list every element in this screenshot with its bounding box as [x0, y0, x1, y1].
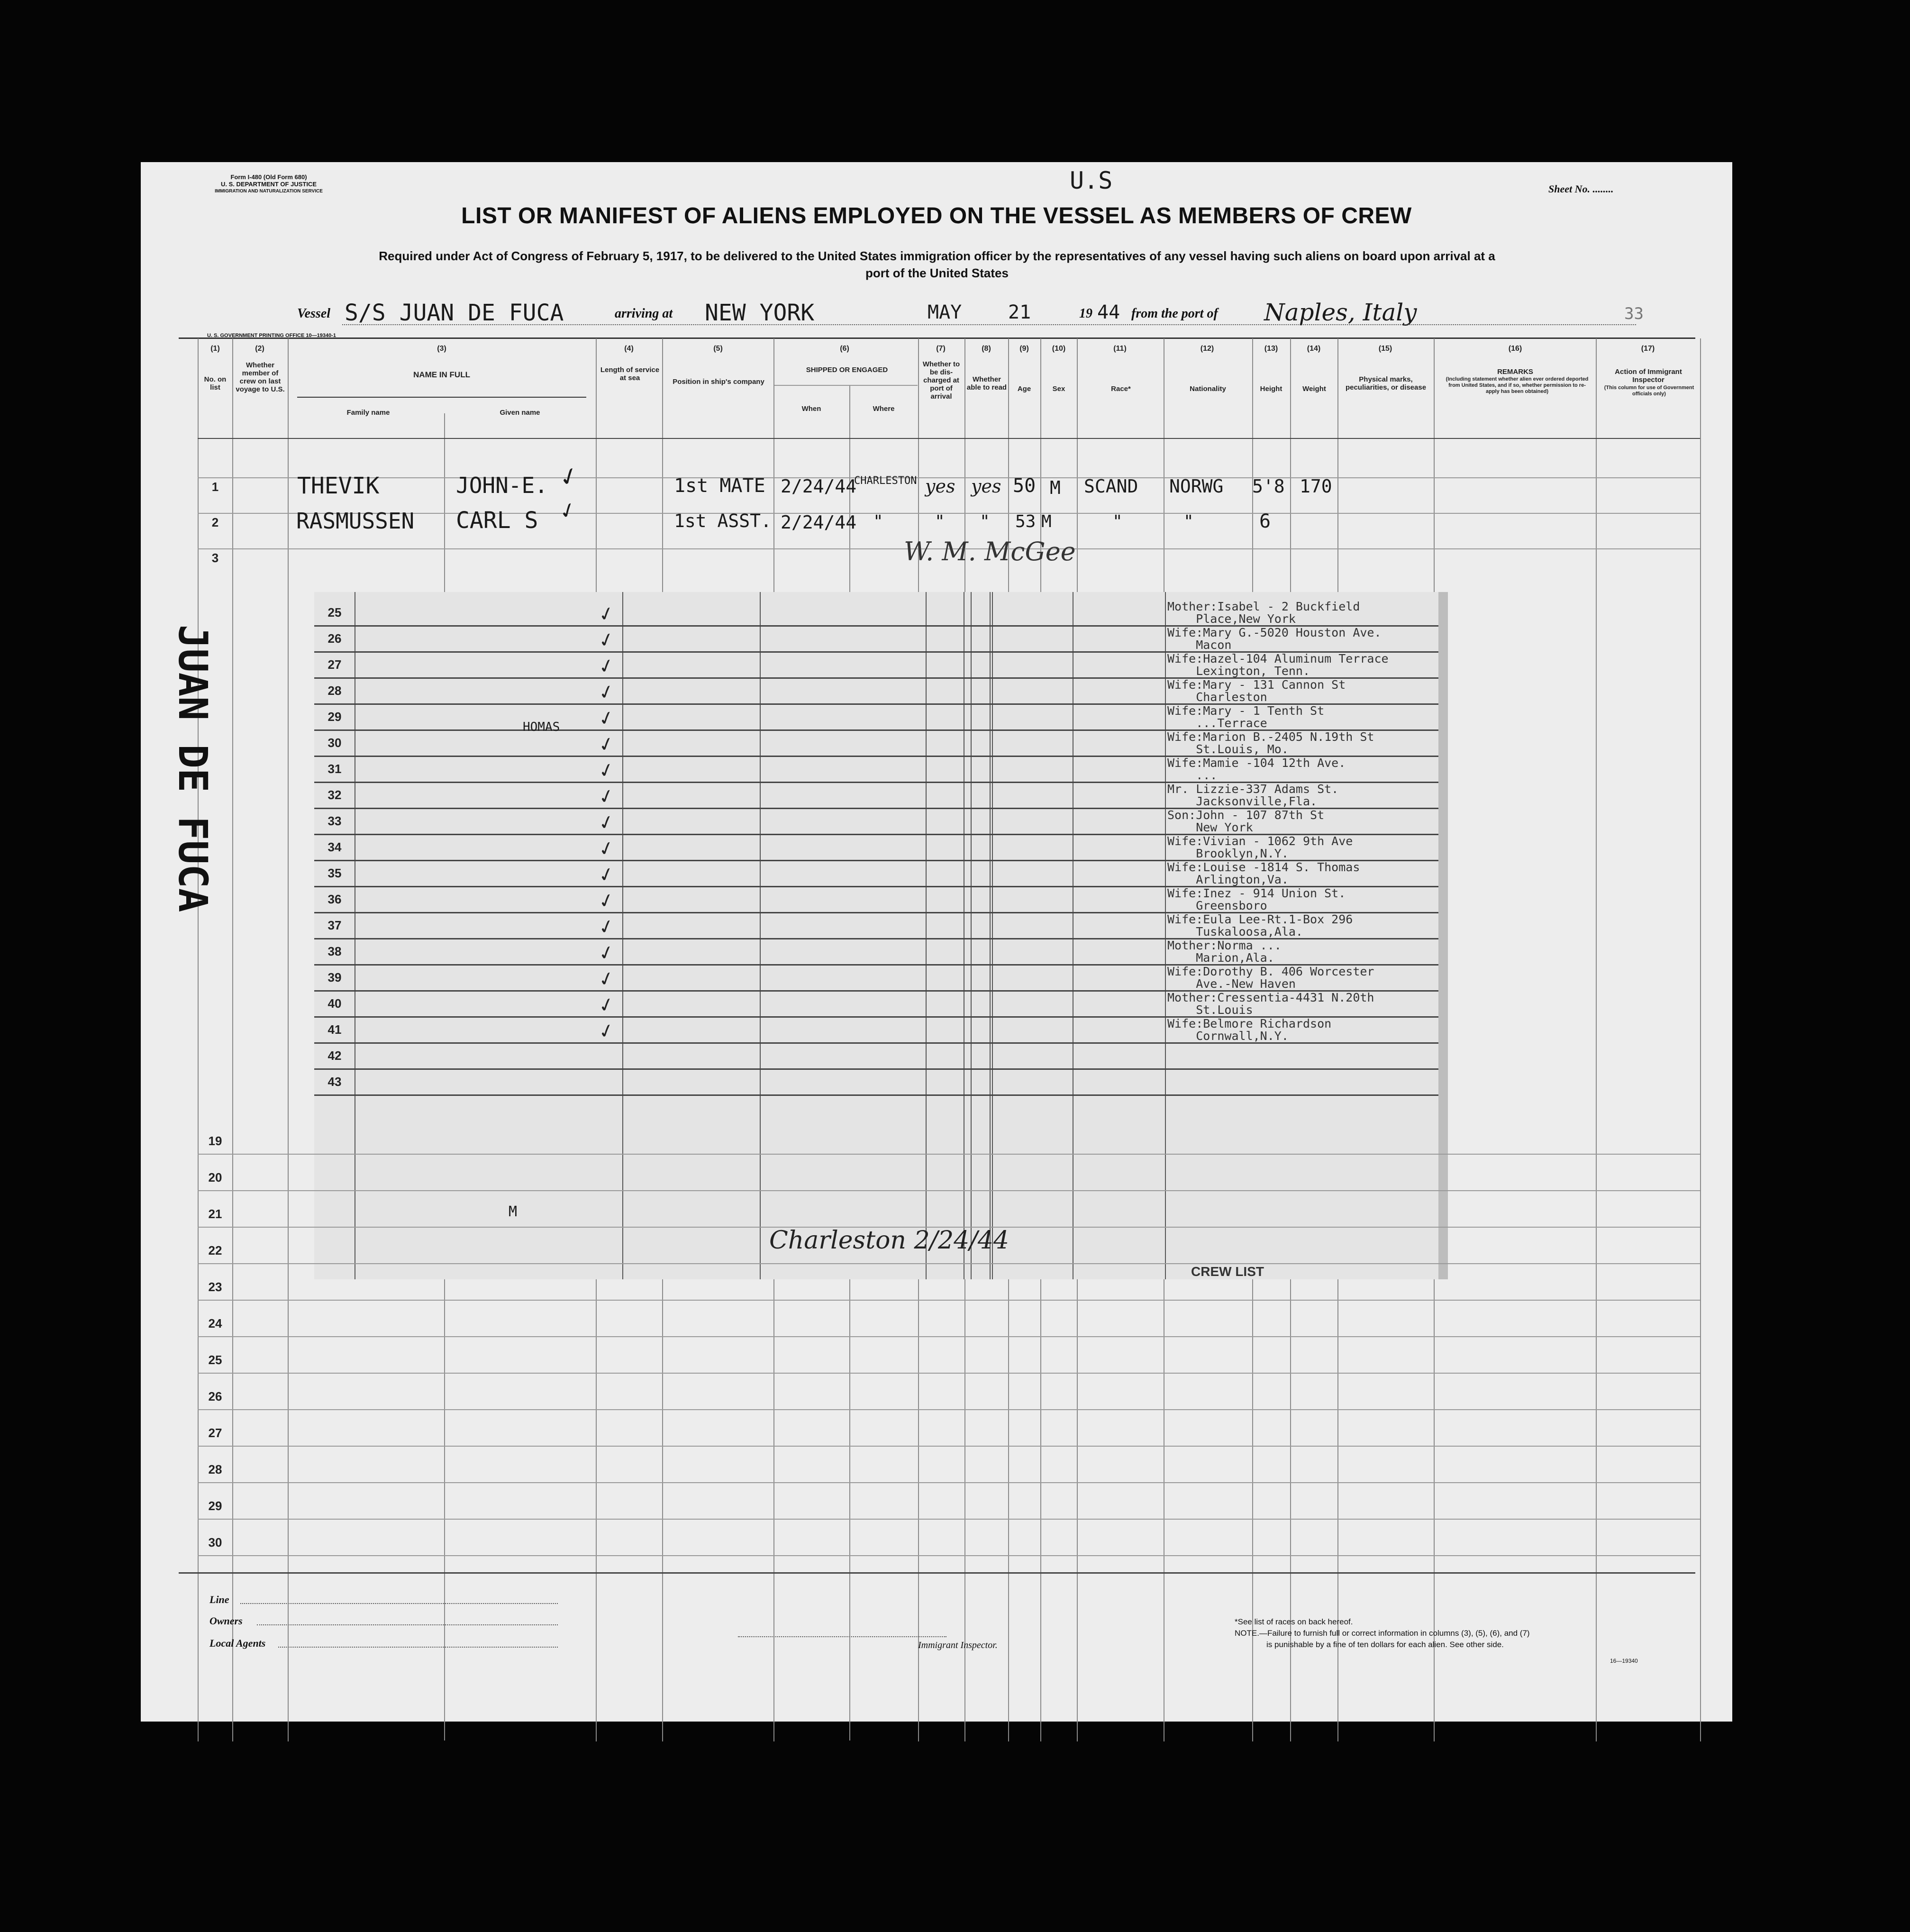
row-rule	[198, 1154, 1700, 1155]
family-name: THEVIK	[297, 473, 380, 499]
row-number: 28	[208, 1462, 222, 1476]
col-head-physical-marks: Physical marks, peculiarities, or disease	[1345, 375, 1427, 392]
form-code: 16—19340	[1610, 1658, 1638, 1664]
pasted-table-row	[314, 1017, 1438, 1044]
row-rule	[198, 1519, 1700, 1520]
row-number: 2	[211, 515, 219, 529]
col-head-no-on-list: No. on list	[204, 375, 227, 392]
col-num-13: (13)	[1264, 345, 1278, 353]
col-num-10: (10)	[1052, 345, 1066, 353]
position: 1st MATE	[674, 475, 765, 497]
col-head-family-name: Family name	[346, 409, 390, 417]
col-num-1: (1)	[210, 345, 220, 353]
col-head-race: Race*	[1111, 385, 1131, 393]
header-top-rule	[179, 337, 1695, 339]
pasted-remark: Mother:Cressentia-4431 N.20th St.Louis	[1167, 991, 1374, 1017]
col-head-inspector-action: Action of Immigrant Inspector	[1615, 368, 1682, 384]
col-head-remarks: REMARKS	[1497, 368, 1533, 376]
crew-list-footer: CREW LIST	[1191, 1264, 1264, 1279]
check-mark: ✓	[596, 967, 617, 992]
pasted-row-number: 29	[327, 710, 342, 724]
col-head-given-name: Given name	[500, 409, 540, 417]
vessel-name: S/S JUAN DE FUCA	[345, 300, 564, 326]
pasted-table-row	[314, 782, 1438, 809]
vessel-label: Vessel	[297, 306, 330, 321]
col-head-age: Age	[1017, 385, 1031, 393]
family-name: RASMUSSEN	[296, 508, 415, 534]
pasted-table-row	[314, 1069, 1438, 1096]
pasted-row-number: 41	[327, 1022, 342, 1037]
row-number: 22	[208, 1243, 222, 1258]
annotation-m: M	[509, 1203, 518, 1220]
pasted-row-number: 31	[327, 762, 342, 776]
col-head-weight: Weight	[1302, 385, 1326, 393]
shipped-where: "	[873, 512, 883, 531]
able-read: "	[980, 512, 990, 531]
row-number: 23	[208, 1280, 222, 1294]
pasted-row-number: 26	[327, 631, 342, 646]
height: 5'8	[1252, 476, 1285, 497]
arrival-month: MAY	[928, 301, 962, 323]
pasted-row-number: 30	[327, 736, 342, 750]
footer-top-rule	[179, 1572, 1695, 1574]
row-number: 30	[208, 1535, 222, 1549]
shipped-where: CHARLESTON	[854, 475, 917, 487]
line-label: Line	[209, 1594, 229, 1605]
row-rule	[198, 513, 1700, 514]
pasted-remark: Wife:Mary - 131 Cannon St Charleston	[1167, 678, 1346, 704]
check-mark: ✓	[596, 602, 617, 627]
pasted-table-row	[314, 991, 1438, 1018]
title-annotation: U.S	[1070, 167, 1113, 194]
arriving-label: arriving at	[615, 306, 673, 321]
arrival-port: NEW YORK	[705, 300, 815, 326]
pasted-remark: Wife:Hazel-104 Aluminum Terrace Lexington, Tenn.	[1167, 652, 1389, 678]
pasted-table-row	[314, 678, 1438, 705]
year-prefix: 19	[1079, 306, 1092, 321]
inspector-signature-line	[738, 1636, 946, 1637]
col-head-length-service: Length of service at sea	[600, 366, 660, 382]
line-field	[240, 1603, 558, 1604]
pasted-remark: Wife:Marion B.-2405 N.19th St St.Louis, Mo.	[1167, 730, 1374, 756]
pasted-table-row	[314, 600, 1438, 627]
col-num-16: (16)	[1508, 345, 1522, 353]
col-num-12: (12)	[1200, 345, 1214, 353]
height: 6	[1259, 510, 1271, 532]
service-name: IMMIGRATION AND NATURALIZATION SERVICE	[215, 189, 323, 194]
col-head-sex: Sex	[1052, 385, 1065, 393]
col-head-remarks-note: (Including statement whether alien ever ordered deported from United States, and if so, whether permission to re-apply has been obtained)	[1446, 376, 1589, 394]
form-id-block	[198, 173, 340, 195]
form-number: Form I-480 (Old Form 680)	[230, 173, 307, 181]
owners-field	[257, 1624, 558, 1625]
charleston-stamp: Charleston 2/24/44	[769, 1226, 1009, 1255]
pasted-table-row	[314, 730, 1438, 757]
col-head-shipped-engaged: SHIPPED OR ENGAGED	[806, 366, 888, 374]
col-head-nationality: Nationality	[1190, 385, 1226, 393]
shipped-when: 2/24/44	[781, 512, 857, 533]
pasted-row-number: 25	[327, 605, 342, 620]
pasted-remark: Wife:Mamie -104 12th Ave. ...	[1167, 756, 1346, 782]
pasted-remark: Mother:Norma ... Marion,Ala.	[1167, 939, 1282, 965]
row-number: 25	[208, 1353, 222, 1367]
pasted-remark: Wife:Louise -1814 S. Thomas Arlington,Va.	[1167, 860, 1360, 886]
page-title: LIST OR MANIFEST OF ALIENS EMPLOYED ON THE VESSEL AS MEMBERS OF CREW	[461, 203, 1412, 228]
check-mark: ✓	[596, 758, 617, 783]
row-number: 20	[208, 1170, 222, 1185]
col-num-17: (17)	[1641, 345, 1655, 353]
check-mark: ✓	[596, 941, 617, 966]
from-port-label: from the port of	[1131, 306, 1218, 321]
shipped-underline	[774, 385, 918, 386]
check-mark: ✓	[596, 1019, 617, 1044]
last-voyage-check: ✓	[555, 458, 582, 494]
check-mark: ✓	[596, 837, 617, 861]
pasted-crew-list	[314, 592, 1448, 1279]
row-number: 26	[208, 1389, 222, 1403]
able-read: yes	[971, 476, 1001, 497]
annotation-thomas: HOMAS	[523, 720, 560, 734]
arrival-day: 21	[1008, 301, 1031, 323]
printing-office-line: U. S. GOVERNMENT PRINTING OFFICE 10—19340-1	[207, 333, 337, 338]
col-num-14: (14)	[1307, 345, 1321, 353]
pasted-remark: Wife:Inez - 914 Union St. Greensboro	[1167, 886, 1346, 912]
sheet-number-text: Sheet No.	[1548, 183, 1590, 195]
weight: 170	[1300, 476, 1332, 497]
sex: M	[1050, 477, 1061, 498]
pasted-remark: Son:John - 107 87th St New York	[1167, 808, 1325, 834]
row-number: 29	[208, 1499, 222, 1513]
age: 53	[1015, 512, 1036, 531]
races-note: *See list of races on back hereof.	[1235, 1617, 1353, 1626]
row-number: 27	[208, 1426, 222, 1440]
pasted-table-row	[314, 1043, 1438, 1070]
pasted-table-row	[314, 834, 1438, 861]
row-number: 3	[211, 551, 219, 565]
col-head-discharged: Whether to be dis-charged at port of arrival	[922, 360, 960, 401]
pasted-table-row	[314, 756, 1438, 783]
race: "	[1112, 512, 1123, 531]
discharged: yes	[925, 476, 955, 497]
pasted-remark: Wife:Vivian - 1062 9th Ave Brooklyn,N.Y.	[1167, 834, 1353, 860]
penalty-note-line-1: NOTE.—Failure to furnish full or correct information in columns (3), (5), (6), and (7)	[1235, 1629, 1530, 1638]
pasted-table-row	[314, 860, 1438, 887]
col-head-name-in-full: NAME IN FULL	[413, 370, 470, 379]
row-rule	[198, 1373, 1700, 1374]
race: SCAND	[1084, 476, 1138, 497]
col-num-4: (4)	[624, 345, 634, 353]
pasted-row-number: 38	[327, 944, 342, 958]
pasted-table-row	[314, 808, 1438, 835]
pasted-remark: Mr. Lizzie-337 Adams St. Jacksonville,Fla.	[1167, 782, 1339, 808]
pasted-remark: Wife:Eula Lee-Rt.1-Box 296 Tuskaloosa,Ala.	[1167, 912, 1353, 939]
check-mark: ✓	[596, 915, 617, 939]
owners-label: Owners	[209, 1615, 243, 1627]
check-mark: ✓	[596, 654, 617, 679]
pasted-row-number: 35	[327, 866, 342, 880]
form-subtitle	[188, 247, 1686, 282]
page-mark: 33	[1624, 304, 1644, 323]
pasted-row-number: 32	[327, 788, 342, 802]
col-rule	[1700, 338, 1701, 1741]
pasted-table-row	[314, 939, 1438, 966]
col-num-7: (7)	[936, 345, 946, 353]
check-mark: ✓	[596, 889, 617, 913]
header-bottom-rule	[198, 438, 1700, 439]
col-num-3: (3)	[437, 345, 446, 353]
check-mark: ✓	[596, 993, 617, 1018]
pasted-remark: Wife:Dorothy B. 406 Worcester Ave.-New Haven	[1167, 965, 1374, 991]
given-name: CARL S	[456, 507, 538, 534]
pasted-row-number: 39	[327, 970, 342, 984]
discharged: "	[935, 512, 945, 531]
row-rule	[198, 1409, 1700, 1410]
age: 50	[1013, 475, 1036, 497]
from-port: Naples, Italy	[1264, 299, 1417, 326]
col-head-last-voyage: Whether member of crew on last voyage to U.S.	[236, 361, 285, 393]
pasted-row-number: 34	[327, 840, 342, 854]
pasted-remark: Wife:Belmore Richardson Cornwall,N.Y.	[1167, 1017, 1332, 1043]
signature: W. M. McGee	[904, 537, 1076, 566]
nationality: "	[1183, 512, 1194, 531]
row-rule	[198, 1482, 1700, 1483]
sheet-number-label: Sheet No. ........	[1548, 183, 1614, 195]
pasted-remark: Wife:Mary - 1 Tenth St ...Terrace	[1167, 704, 1325, 730]
col-num-11: (11)	[1113, 345, 1127, 353]
check-mark: ✓	[596, 811, 617, 835]
col-head-inspector-note: (This column for use of Government officials only)	[1604, 385, 1694, 397]
row-rule	[198, 1300, 1700, 1301]
col-head-able-read: Whether able to read	[966, 375, 1007, 392]
side-vessel-label: JUAN DE FUCA	[170, 624, 216, 912]
agents-label: Local Agents	[209, 1637, 266, 1649]
pasted-table-row	[314, 652, 1438, 679]
row-rule	[198, 1446, 1700, 1447]
shipped-when: 2/24/44	[781, 476, 857, 497]
pasted-remark: Mother:Isabel - 2 Buckfield Place,New York	[1167, 600, 1360, 626]
pasted-remark: Wife:Mary G.-5020 Houston Ave. Macon	[1167, 626, 1382, 652]
row-rule	[198, 1190, 1700, 1191]
last-voyage-check: ✓	[555, 494, 579, 526]
given-name: JOHN-E.	[456, 473, 548, 498]
pasted-row-number: 43	[327, 1075, 342, 1089]
department-name: U. S. DEPARTMENT OF JUSTICE	[221, 181, 317, 188]
row-rule	[198, 1227, 1700, 1228]
agents-field	[278, 1647, 558, 1648]
check-mark: ✓	[596, 680, 617, 705]
pasted-row-number: 28	[327, 683, 342, 698]
pasted-table-row	[314, 704, 1438, 731]
subtitle-line-1: Required under Act of Congress of February 5, 1917, to be delivered to the United States immigration officer by the representatives of any vessel having such aliens on board upon arrival at a	[379, 249, 1495, 263]
pasted-row-number: 42	[327, 1048, 342, 1063]
col-num-2: (2)	[255, 345, 264, 353]
col-num-5: (5)	[713, 345, 723, 353]
col-head-height: Height	[1260, 385, 1282, 393]
row-number: 19	[208, 1134, 222, 1148]
pasted-row-number: 27	[327, 657, 342, 672]
check-mark: ✓	[596, 706, 617, 731]
col-head-when: When	[801, 405, 821, 413]
pasted-row-number: 40	[327, 996, 342, 1011]
pasted-row-number: 37	[327, 918, 342, 932]
vessel-line	[297, 300, 1719, 328]
sex: M	[1041, 512, 1052, 531]
pasted-row-number: 33	[327, 814, 342, 828]
col-num-15: (15)	[1378, 345, 1392, 353]
check-mark: ✓	[596, 732, 617, 757]
penalty-note-line-2: is punishable by a fine of ten dollars for each alien. See other side.	[1266, 1640, 1504, 1649]
row-rule	[198, 1336, 1700, 1337]
name-underline	[297, 397, 586, 398]
row-rule	[198, 1263, 1700, 1264]
col-num-9: (9)	[1019, 345, 1029, 353]
row-number: 21	[208, 1207, 222, 1221]
col-num-8: (8)	[982, 345, 991, 353]
col-head-where: Where	[873, 405, 895, 413]
check-mark: ✓	[596, 784, 617, 809]
pasted-table-row	[314, 912, 1438, 939]
check-mark: ✓	[596, 863, 617, 887]
position: 1st ASST.	[674, 510, 772, 531]
manifest-sheet	[141, 162, 1732, 1722]
row-number: 1	[211, 480, 219, 494]
nationality: NORWG	[1169, 476, 1224, 497]
row-number: 24	[208, 1316, 222, 1331]
pasted-row-number: 36	[327, 892, 342, 906]
arrival-year: 44	[1097, 301, 1120, 323]
pasted-table-row	[314, 965, 1438, 992]
col-head-position: Position in ship's company	[673, 378, 764, 386]
vessel-underline	[342, 324, 1636, 325]
pasted-table-row	[314, 626, 1438, 653]
col-num-6: (6)	[840, 345, 849, 353]
row-rule	[198, 1555, 1700, 1556]
inspector-label: Immigrant Inspector.	[918, 1640, 998, 1650]
pasted-table-row	[314, 886, 1438, 913]
subtitle-line-2: port of the United States	[865, 266, 1009, 280]
check-mark: ✓	[596, 628, 617, 653]
